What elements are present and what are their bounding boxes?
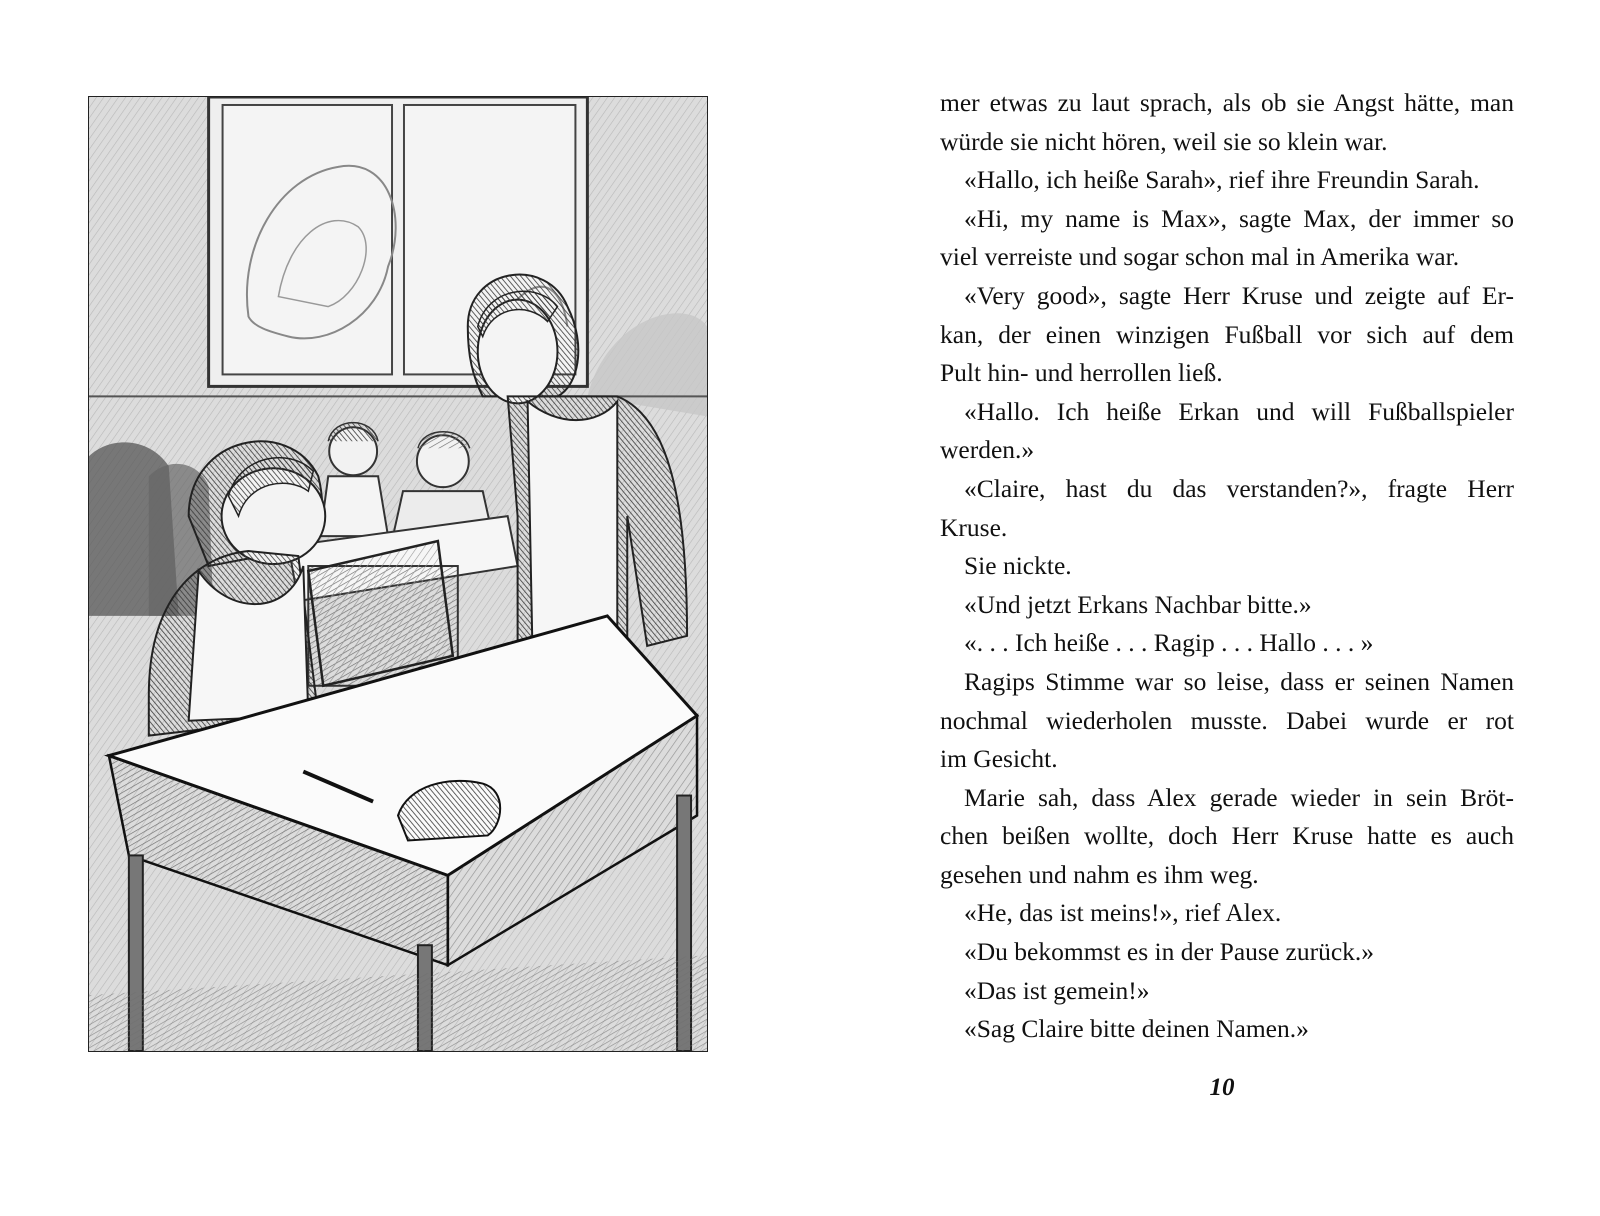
classroom-pencil-drawing-icon <box>89 97 707 1051</box>
text-line: viel verreiste und sogar schon mal in Amerika war. <box>940 242 1460 272</box>
text-line: Sie nickte. <box>964 551 1072 581</box>
text-line: Kruse. <box>940 512 1008 542</box>
text-line: mer etwas zu laut sprach, als ob sie Angst hätte, man <box>940 88 1514 117</box>
text-line: «Very good», sagte Herr Kruse und zeigte auf Er- <box>964 280 1514 310</box>
text-line: «He, das ist meins!», rief Alex. <box>964 898 1282 928</box>
story-text <box>940 84 1514 1049</box>
text-line: gesehen und nahm es ihm weg. <box>940 859 1259 889</box>
text-line: «Du bekommst es in der Pause zurück.» <box>964 937 1375 967</box>
text-line: werden.» <box>940 435 1035 465</box>
text-line: Marie sah, dass Alex gerade wieder in sein Bröt- <box>964 782 1514 812</box>
text-line: nochmal wiederholen musste. Dabei wurde er rot <box>940 705 1514 735</box>
text-line: «. . . Ich heiße . . . Ragip . . . Hallo . . . » <box>964 628 1374 658</box>
text-line: «Claire, hast du das verstanden?», fragte Herr <box>964 473 1514 503</box>
text-line: «Und jetzt Erkans Nachbar bitte.» <box>964 589 1312 619</box>
text-line: Pult hin- und herrollen ließ. <box>940 358 1223 388</box>
text-line: kan, der einen winzigen Fußball vor sich auf dem <box>940 319 1514 349</box>
classroom-illustration <box>88 96 708 1052</box>
text-line: «Sag Claire bitte deinen Namen.» <box>964 1014 1309 1044</box>
text-line: chen beißen wollte, doch Herr Kruse hatte es auch <box>940 821 1514 851</box>
text-line: «Hi, my name is Max», sagte Max, der immer so <box>964 203 1514 233</box>
text-line: «Hallo. Ich heiße Erkan und will Fußballspieler <box>964 396 1514 426</box>
text-line: «Das ist gemein!» <box>964 975 1150 1005</box>
text-line: im Gesicht. <box>940 744 1058 774</box>
page-number: 10 <box>1209 1074 1235 1101</box>
text-line: Ragips Stimme war so leise, dass er seinen Namen <box>964 666 1514 696</box>
text-line: würde sie nicht hören, weil sie so klein war. <box>940 126 1388 156</box>
text-line: «Hallo, ich heiße Sarah», rief ihre Freundin Sarah. <box>964 165 1480 195</box>
